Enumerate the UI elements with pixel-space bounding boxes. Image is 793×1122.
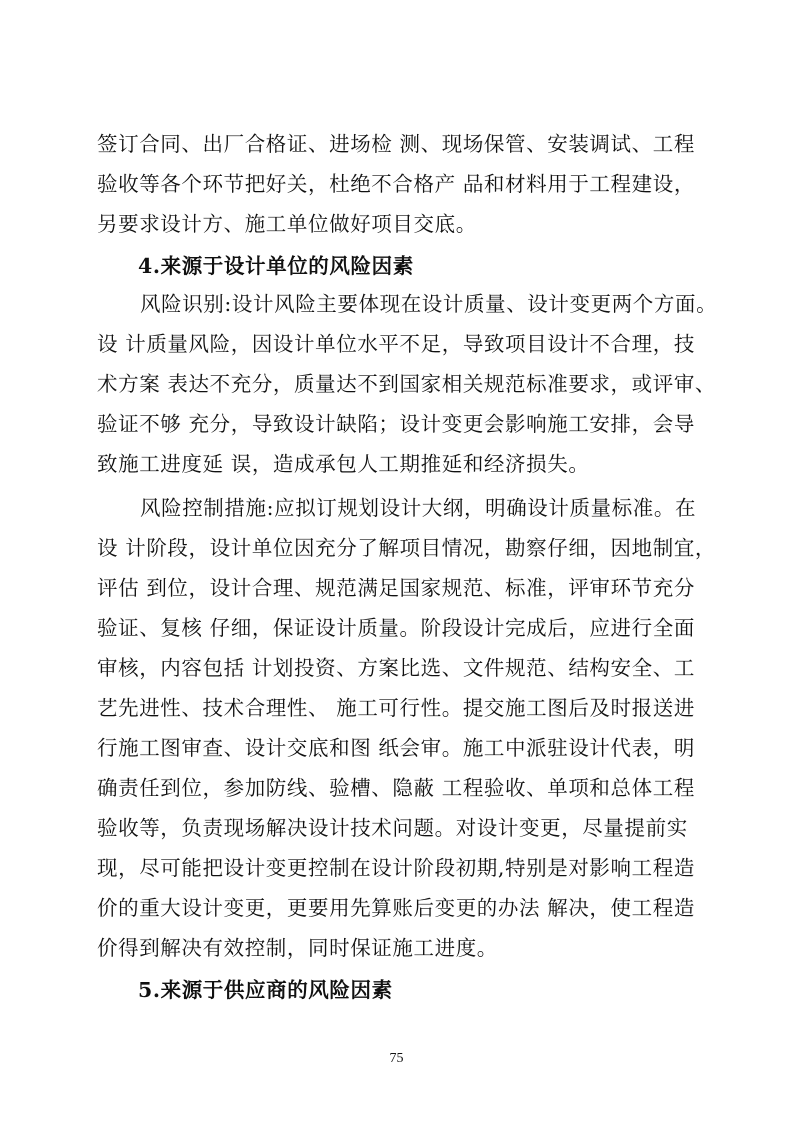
text-line: 致施工进度延 误，造成承包人工期推延和经济损失。 (97, 452, 590, 476)
text-line: 行施工图审查、设计交底和图 纸会审。施工中派驻设计代表，明 (97, 736, 695, 760)
text-line: 确责任到位，参加防线、验槽、隐蔽 工程验收、单项和总体工程 (97, 776, 695, 800)
text-line: 验收等各个环节把好关，杜绝不合格产 品和材料用于工程建设， (97, 172, 695, 196)
text-line: 风险控制措施:应拟订规划设计大纲，明确设计质量标准。在 (140, 496, 697, 520)
page-number: 75 (389, 1051, 404, 1066)
text-line: 风险识别:设计风险主要体现在设计质量、设计变更两个方面。 (140, 292, 718, 316)
section-heading: 4.来源于设计单位的风险因素 (138, 254, 414, 278)
text-line: 审核，内容包括 计划投资、方案比选、文件规范、结构安全、工 (97, 656, 695, 680)
text-line: 签订合同、出厂合格证、进场检 测、现场保管、安装调试、工程 (97, 132, 695, 156)
text-line: 艺先进性、技术合理性、 施工可行性。提交施工图后及时报送进 (97, 696, 695, 720)
text-line: 验证、复核 仔细，保证设计质量。阶段设计完成后，应进行全面 (97, 616, 695, 640)
text-line: 另要求设计方、施工单位做好项目交底。 (97, 212, 477, 236)
text-line: 设 计质量风险，因设计单位水平不足，导致项目设计不合理，技 (97, 332, 695, 356)
text-line: 价得到解决有效控制，同时保证施工进度。 (97, 936, 498, 960)
text-line: 现，尽可能把设计变更控制在设计阶段初期,特别是对影响工程造 (97, 856, 695, 880)
text-line: 评估 到位，设计合理、规范满足国家规范、标准，评审环节充分 (97, 576, 695, 600)
text-line: 验证不够 充分，导致设计缺陷；设计变更会影响施工安排，会导 (97, 412, 695, 436)
section-heading: 5.来源于供应商的风险因素 (138, 978, 393, 1002)
text-line: 术方案 表达不充分，质量达不到国家相关规范标准要求，或评审、 (97, 372, 717, 396)
text-line: 价的重大设计变更，更要用先算账后变更的办法 解决，使工程造 (97, 896, 695, 920)
text-line: 验收等，负责现场解决设计技术问题。对设计变更，尽量提前实 (97, 816, 688, 840)
text-line: 设 计阶段，设计单位因充分了解项目情况，勘察仔细，因地制宜， (97, 536, 717, 560)
